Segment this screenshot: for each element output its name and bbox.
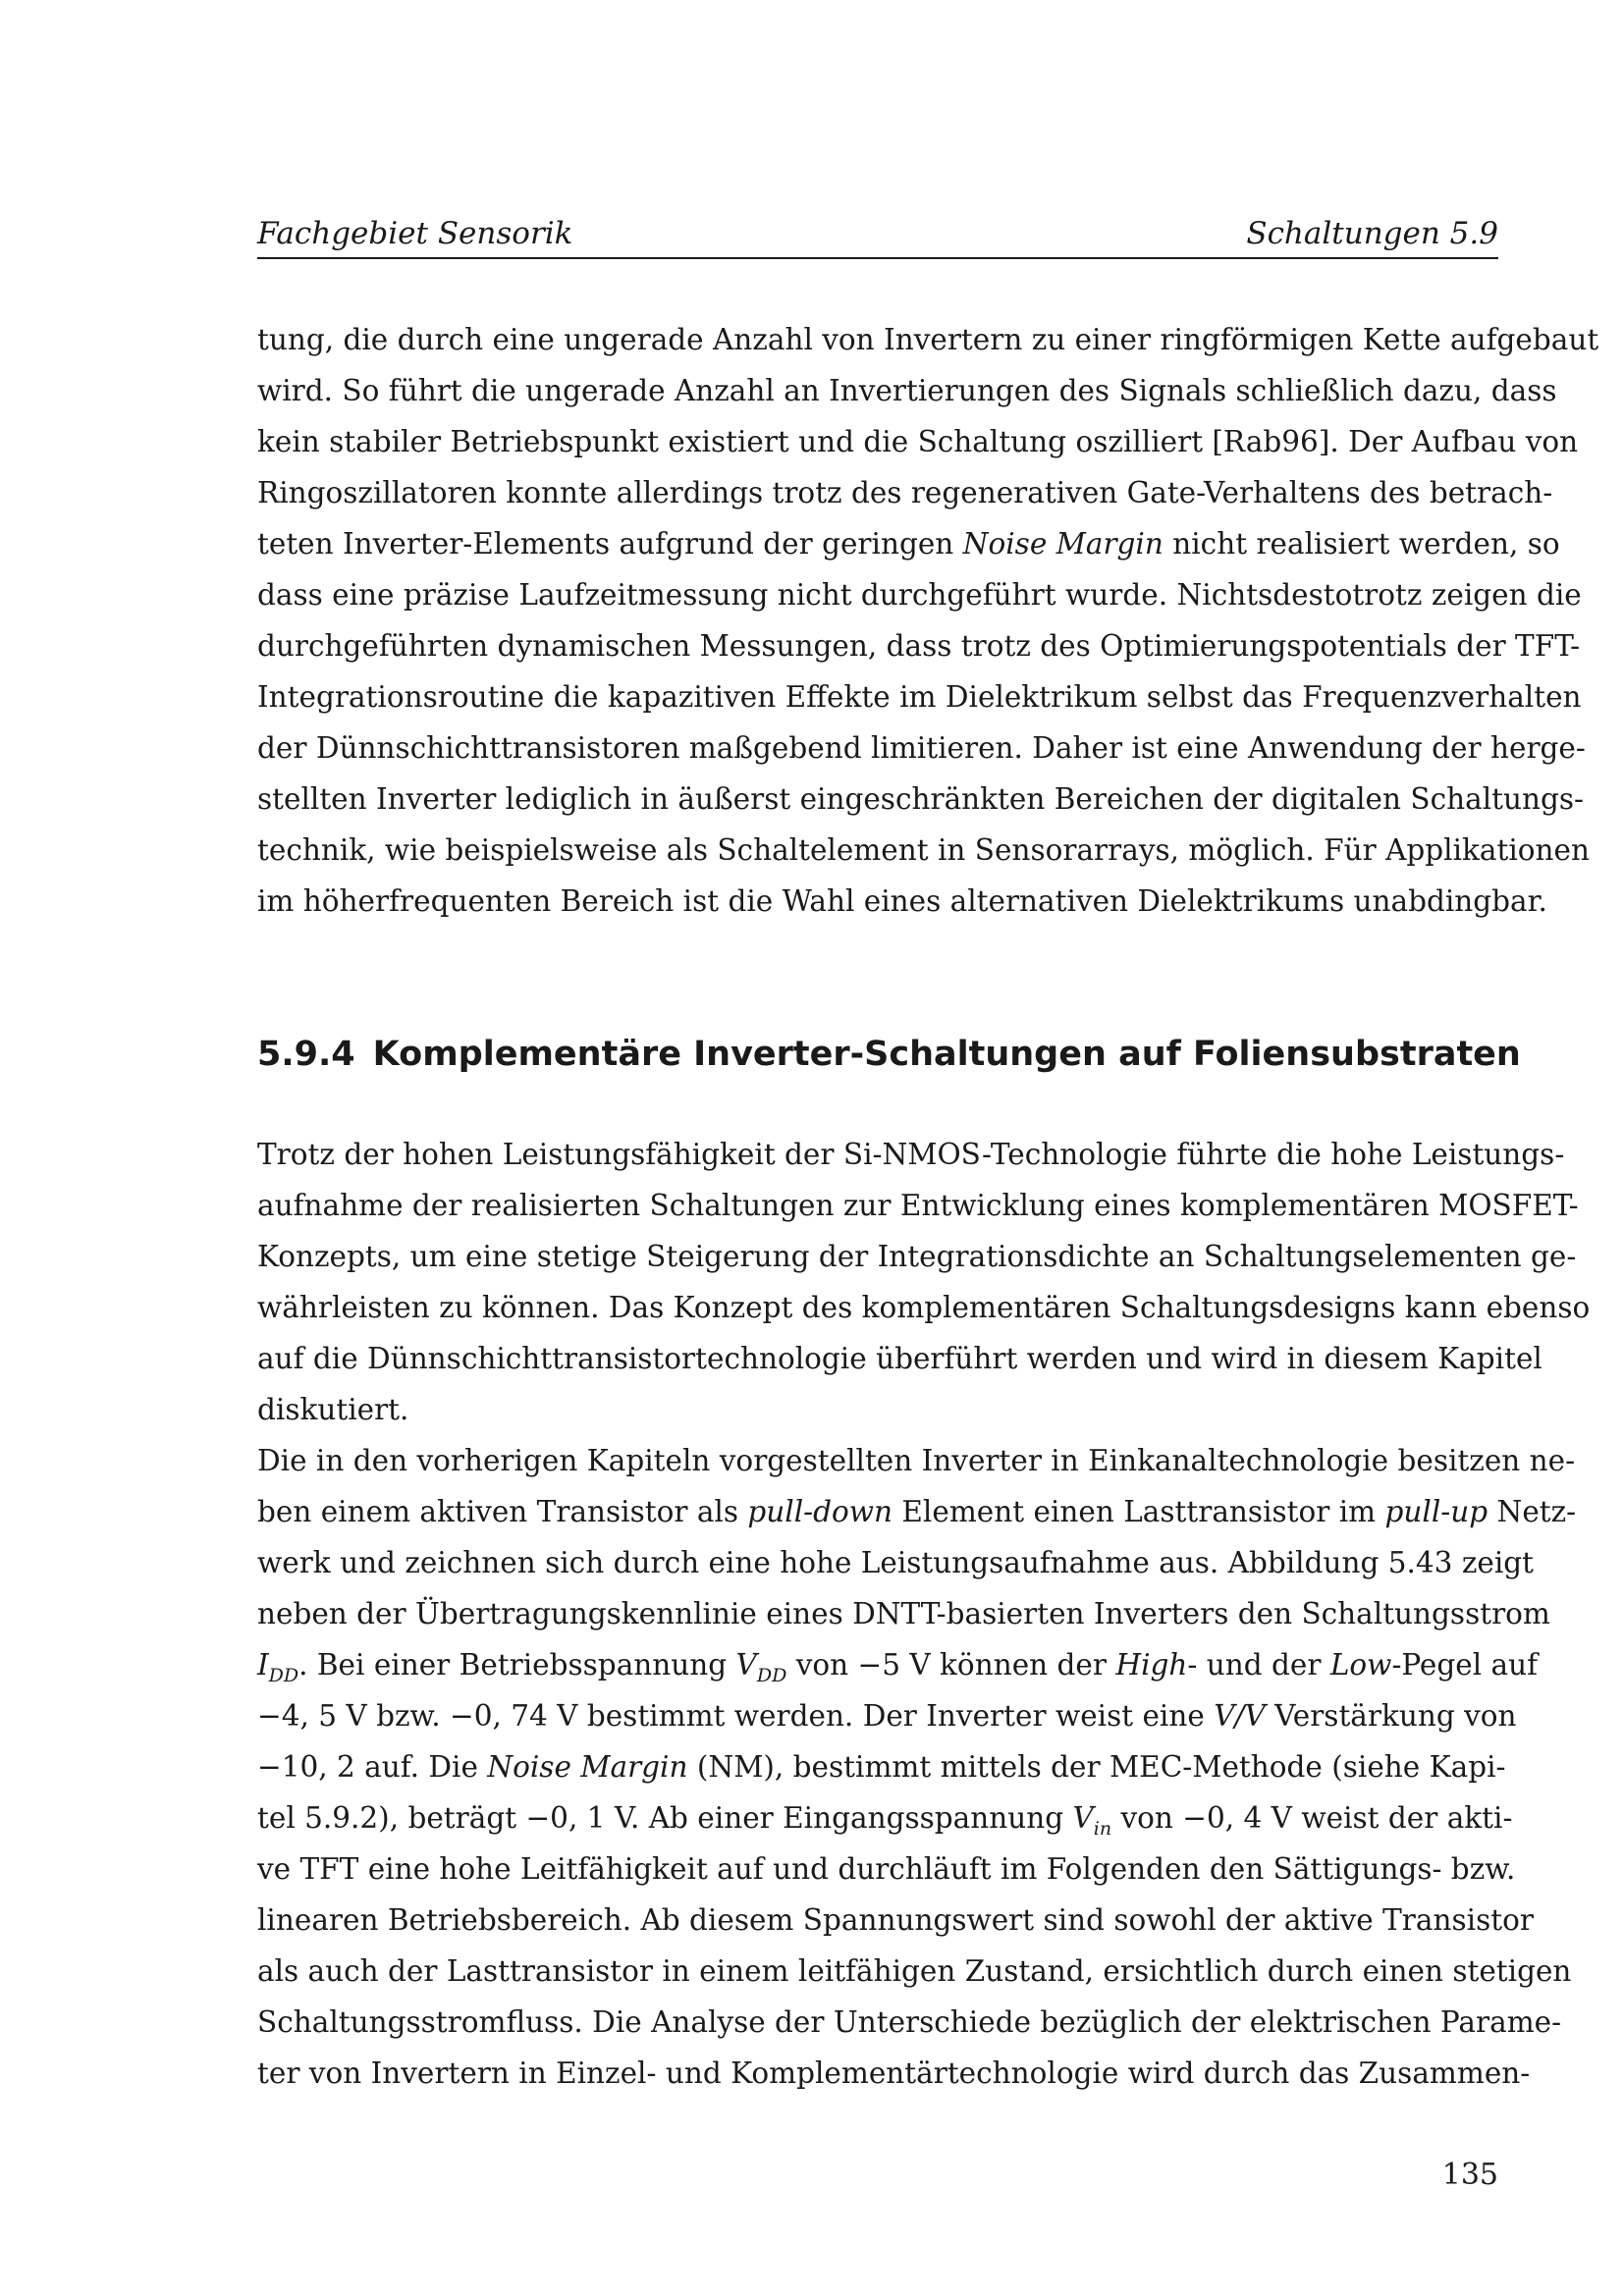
text-line: als auch der Lasttransistor in einem leitfähigen Zustand, ersichtlich durch einen stetigen <box>257 1954 1572 1988</box>
text-line: linearen Betriebsbereich. Ab diesem Spannungswert sind sowohl der aktive Transistor <box>257 1903 1534 1937</box>
math-symbol: V <box>1072 1801 1094 1835</box>
text-line: Konzepts, um eine stetige Steigerung der Integrationsdichte an Schaltungselementen ge- <box>257 1240 1577 1273</box>
text-line: währleisten zu können. Das Konzept des komplementären Schaltungsdesigns kann ebenso <box>257 1291 1591 1324</box>
text-line: wird. So führt die ungerade Anzahl an Invertierungen des Signals schließlich dazu, dass <box>257 374 1557 407</box>
italic-term: Noise Margin <box>962 527 1163 561</box>
page-number: 135 <box>1441 2158 1498 2192</box>
text-line: neben der Übertragungskennlinie eines DNTT-basierten Inverters den Schaltungsstrom <box>257 1597 1550 1630</box>
paragraph-2 <box>257 1129 1591 1435</box>
text-line: der Dünnschichttransistoren maßgebend limitieren. Daher ist eine Anwendung der herge- <box>257 731 1586 765</box>
text-line: tung, die durch eine ungerade Anzahl von Invertern zu einer ringförmigen Kette aufgebaut <box>257 323 1599 356</box>
section-number: 5.9.4 <box>257 1035 355 1074</box>
document-page <box>257 0 1599 2296</box>
text-line: durchgeführten dynamischen Messungen, dass trotz des Optimierungspotentials der TFT- <box>257 629 1581 663</box>
italic-term: pull-up <box>1384 1495 1488 1528</box>
text-line-with-italic: teten Inverter-Elements aufgrund der geringen Noise Margin nicht realisiert werden, so <box>257 527 1560 561</box>
text-line: Ringoszillatoren konnte allerdings trotz des regenerativen Gate-Verhaltens des betrach- <box>257 476 1553 509</box>
section-title: Komplementäre Inverter-Schaltungen auf Foliensubstraten <box>372 1035 1521 1074</box>
text-line: tel 5.9.2), beträgt −0, 1 V. Ab einer Eingangsspannung $V_{in}$ von −0, 4 V weist der akti- <box>257 1801 1513 1840</box>
text-line: −10, 2 auf. Die Noise Margin (NM), bestimmt mittels der MEC-Methode (siehe Kapi- <box>257 1750 1506 1784</box>
text-line: aufnahme der realisierten Schaltungen zur Entwicklung eines komplementären MOSFET- <box>257 1189 1579 1222</box>
text-line: −4, 5 V bzw. −0, 74 V bestimmt werden. Der Inverter weist eine V/V Verstärkung von <box>257 1699 1517 1733</box>
paragraph-3 <box>257 1435 1577 2099</box>
text-line: werk und zeichnen sich durch eine hohe Leistungsaufnahme aus. Abbildung 5.43 zeigt <box>257 1546 1534 1579</box>
text-line: ben einem aktiven Transistor als pull-down Element einen Lasttransistor im pull-up Netz- <box>257 1495 1577 1528</box>
text-line: auf die Dünnschichttransistortechnologie überführt werden und wird in diesem Kapitel <box>257 1342 1542 1375</box>
text-line: technik, wie beispielsweise als Schaltelement in Sensorarrays, möglich. Für Applikationen <box>257 833 1590 867</box>
header-left: Fachgebiet Sensorik <box>257 216 573 251</box>
text-line: dass eine präzise Laufzeitmessung nicht durchgeführt wurde. Nichtsdestotrotz zeigen die <box>257 578 1582 612</box>
text-line: diskutiert. <box>257 1393 409 1426</box>
text-line: Die in den vorherigen Kapiteln vorgestellten Inverter in Einkanaltechnologie besitzen ne- <box>257 1444 1576 1477</box>
running-header <box>257 214 1498 259</box>
italic-term: Low <box>1329 1648 1392 1682</box>
italic-term: High <box>1115 1648 1188 1682</box>
header-right: Schaltungen 5.9 <box>1246 216 1498 251</box>
text-line: stellten Inverter lediglich in äußerst eingeschränkten Bereichen der digitalen Schaltungs- <box>257 782 1584 816</box>
math-symbol: I <box>257 1648 269 1682</box>
section-heading <box>257 1031 1521 1078</box>
text-line: Schaltungsstromfluss. Die Analyse der Unterschiede bezüglich der elektrischen Parame- <box>257 2005 1562 2039</box>
italic-term: Noise Margin <box>487 1750 688 1784</box>
math-symbol: V <box>735 1648 757 1682</box>
italic-term: pull-down <box>747 1495 893 1528</box>
paragraph-1 <box>257 314 1599 927</box>
text-line: Integrationsroutine die kapazitiven Effekte im Dielektrikum selbst das Frequenzverhalten <box>257 680 1582 714</box>
text-line: $I_{DD}$. Bei einer Betriebsspannung $V_{DD}$ von −5 V können der High- und der Low-Pegel auf <box>257 1648 1539 1686</box>
text-line: kein stabiler Betriebspunkt existiert und die Schaltung oszilliert [Rab96]. Der Aufbau von <box>257 425 1579 458</box>
text-line: ve TFT eine hohe Leitfähigkeit auf und durchläuft im Folgenden den Sättigungs- bzw. <box>257 1852 1516 1886</box>
text-line: ter von Invertern in Einzel- und Komplementärtechnologie wird durch das Zusammen- <box>257 2056 1531 2090</box>
text-line: Trotz der hohen Leistungsfähigkeit der Si-NMOS-Technologie führte die hohe Leistungs- <box>257 1138 1565 1171</box>
math-symbol: V/V <box>1214 1699 1266 1733</box>
text-line: im höherfrequenten Bereich ist die Wahl eines alternativen Dielektrikums unabdingbar. <box>257 884 1547 918</box>
